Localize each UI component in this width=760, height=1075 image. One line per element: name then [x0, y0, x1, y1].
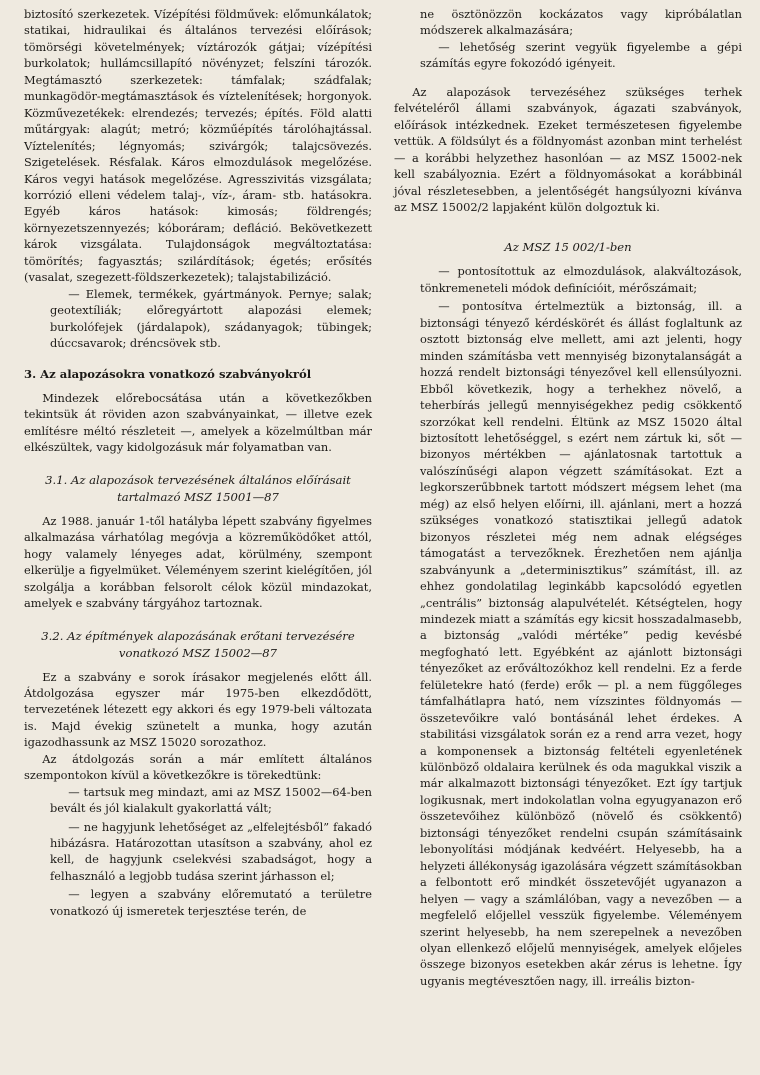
section-3-2-paragraph-1: Ez a szabvány e sorok írásakor megjelenés előtt áll. Átdolgozása egyszer már 1975-ben elkezdődött, tervezetének létezett egy akkori és egy 1979-beli változata is. Majd évekig szünetelt a munka, hogy azután igazodhassunk az MSZ 15020 sorozathoz. [24, 669, 372, 750]
list-item: — tartsuk meg mindazt, ami az MSZ 15002—64-ben bevált és jól kialakult gyakorlattá vált; [50, 784, 372, 816]
msz-subtitle: Az MSZ 15 002/1-ben [504, 240, 632, 255]
left-column [24, 6, 372, 1075]
right-column [394, 6, 742, 1075]
section-3-1-paragraph: Az 1988. január 1-től hatályba lépett szabvány figyelmes alkalmazása várhatólag megóvja a közreműködőket attól, hogy valamely lényeges adat, körülmény, szempont elkerülje a figyelmüket. Véleményem szerint kielégítően, jól szolgálja a korábban felsorolt célok közül mindazokat, amelyek e szabvány tárgyához tartoznak. [24, 513, 372, 611]
intro-paragraph: biztosító szerkezetek. Vízépítési földművek: előmunkálatok; statikai, hidraulikai és általános tervezési előírások; tömörségi követelmények; víztározók gátjai; vízépítési burkolatok; hullámcsillapító növényzet; felszíni tározók. Megtámasztó szerkezetek: támfalak; szádfalak; munkagödör-megtámasztások és víztelenítések; horgonyok. Közművezetékek: elrendezés; tervezés; építés. Föld alatti műtárgyak: alagút; metró; közműépítés tárolóhajtással. Víztelenítés; légnyomás; szivárgók; talajcsövezés. Szigetelések. Résfalak. Káros elmozdulások megelőzése. Káros vegyi hatások megelőzése. Agresszivitás vizsgálata; korrózió elleni védelem talaj-, víz-, áram- stb. hatásokra. Egyéb káros hatások: kimosás; földrengés; környezetszennyezés; kóboráram; defláció. Bekövetkezett károk vizsgálata. Tulajdonságok megváltoztatása: tömörítés; fagyasztás; szilárdítások; égetés; erősítés (vasalat, szegezett-földszerkezetek); talajstabilizáció. [24, 7, 372, 285]
list-item: — pontosítottuk az elmozdulások, alakváltozások, tönkremeneteli módok definícióit, mérőszámait; [420, 264, 742, 295]
elemek-item: — Elemek, termékek, gyártmányok. Pernye; salak; geotextíliák; előregyártott alapozási elemek; burkolófejek (járdalapok), szádanyagok; tübingek; dúccsavarok; dréncsövek stb. [50, 286, 372, 351]
continuation-text: ne ösztönözzön kockázatos vagy kipróbálatlan módszerek alkalmazására; [420, 7, 742, 38]
list-item: — pontosítva értelmeztük a biztonság, ill. a biztonsági tényező kérdéskörét és állást foglaltunk az osztott biztonság elve mellett, ami azt jelenti, hogy minden számításba vett mennyiség bizonytalanságát a hozzá rendelt biztonsági tényezővel kell ellensúlyozni. Ebből következik, hogy a terhekhez növelő, a teherbírás jellegű mennyiségekhez pedig csökkentő szorzókat kell rendelni. Éltünk az MSZ 15020 által biztosított lehetőséggel, s ezért nem zártuk ki, sőt — bizonyos mértékben — ajánlatosnak tartottuk a valószínűségi alapon végzett számításokat. Ezt a legkorszerűbbnek tartott módszert mégsem lehet (ma még) az első helyen előírni, ill. ajánlani, mert a hozzá szükséges vonatkozó statisztikai jellegű adatok bizonyos részletei még nem adnak elégséges támogatást a tervezőknek. Érezhetően nem ajánlja szabványunk a „determinisztikus” számítást, ill. az ehhez gondolatilag leginkább kapcsolódó egyetlen „centrális” biztonság alapulvételét. Kétségtelen, hogy mindezek miatt a számítás egy kicsit hosszadalmasebb, a biztonság „valódi mértéke” pedig kevésbé megfogható lett. Egyébként az ajánlott biztonsági tényezőket az erőváltozókhoz kell rendelni. Ez a ferde felületekre ható (ferde) erők — pl. a nem függőleges támfalhátlapra ható, nem vízszintes földnyomás — összetevőikre való bontásánál lehet érdekes. A stabilitási vizsgálatok során ez a rend arra vezet, hogy a komponensek a biztonság feltételi egyenletének különböző oldalaira kerülnek és oda magukkal viszik a már alkalmazott biztonsági tényezőket. Ezt így tartjuk logikusnak, mert indokolatlan volna egyugyanazon erő összetevőihez különböző (növelő és csökkentő) biztonsági tényezőket rendelni csupán számításaink lebonyolítási módjának kedvéért. Helyesebb, ha a helyzeti állékonyság igazolására végzett számításokban a felbontott erő mindkét összetevőjét ugyanazon a helyen — vagy a számlálóban, vagy a nevezőben — a megfelelő előjellel vesszük figyelembe. Véleményem szerint helyesebb, ha nem szerepelnek a nevezőben olyan ellenkező előjelű mennyiségek, amelyek előjeles összege bizonyos esetekben akár zérus is lehetne. Így ugyanis megtévesztően nagy, ill. irreális bizton- [420, 299, 742, 988]
terhek-paragraph: Az alapozások tervezéséhez szükséges terhek felvételéről állami szabványok, ágazati szabványok, előírások intézkednek. Ezeket természetesen figyelembe vettük. A földsúlyt és a földnyomást azonban mint terhelést — a korábbi helyzethez hasonlóan — az MSZ 15002-nek kell szabályoznia. Ezért a földnyomásokat a korábbinál jóval részletesebben, a jelentőségét hangsúlyozni kívánva az MSZ 15002/2 lapjaként külön dolgoztuk ki. [394, 84, 742, 214]
list-item: — legyen a szabvány előremutató a területre vonatkozó új ismeretek terjesztése terén, de [50, 887, 372, 918]
list-item: — lehetőség szerint vegyük figyelembe a gépi számítás egyre fokozódó igényeit. [420, 39, 742, 71]
section-3-paragraph: Mindezek előrebocsátása után a következőkben tekintsük át röviden azon szabványainkat, — illetve ezek említésre méltó részleteit —, amelyek a közelmúltban már elkészültek, vagy kidolgozásuk már folyamatban van. [24, 390, 372, 455]
section-3-1-heading: 3.1. Az alapozások tervezésének általános előírásait tartalmazó MSZ 15001—87 [45, 472, 351, 504]
list-item: — ne hagyjunk lehetőséget az „elfelejtésből” fakadó hibázásra. Határozottan utasítson a szabvány, ahol ez kell, de hagyjunk cselekvési szabadságot, hogy a felhasználó a legjobb tudása szerint járhasson el; [50, 819, 372, 883]
section-3-2-heading: 3.2. Az építmények alapozásának erőtani tervezésére vonatkozó MSZ 15002—87 [41, 628, 355, 660]
section-3-heading: 3. Az alapozásokra vonatkozó szabványokról [24, 366, 312, 381]
section-3-2-paragraph-2: Az átdolgozás során a már említett általános szempontokon kívül a következőkre is törekedtünk: [24, 751, 372, 783]
